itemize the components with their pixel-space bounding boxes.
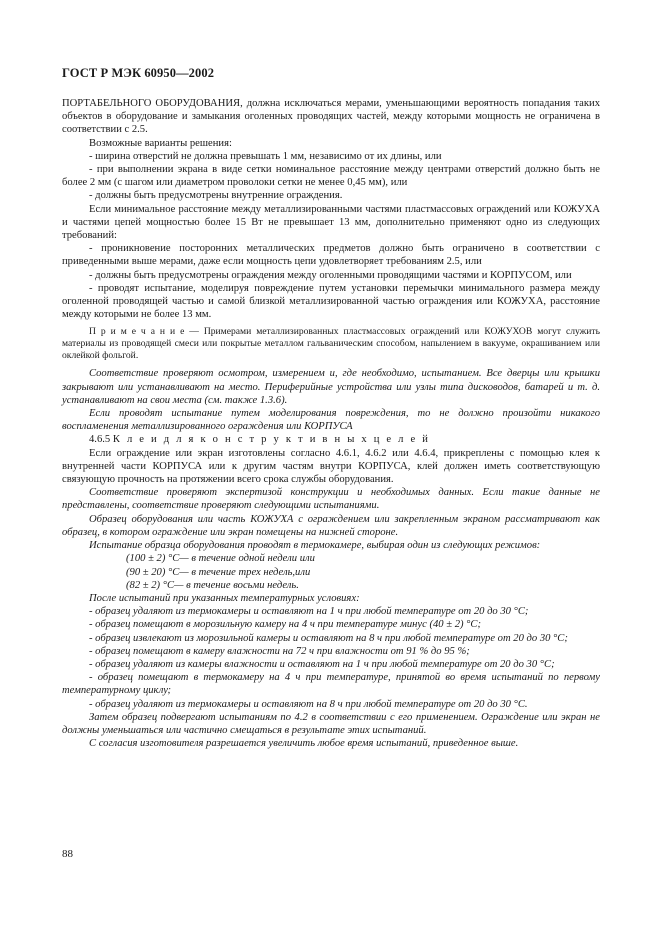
paragraph: Если минимальное расстояние между металлизированными частями пластмассовых ограждений или КОЖУХА и частями цепей мощностью более 15 Вт не превышает 13 мм, дополнительно применяют одно из следующих требований:: [62, 203, 600, 242]
page-header: ГОСТ Р МЭК 60950—2002: [62, 66, 215, 80]
section-heading: [62, 433, 600, 446]
test-mode-item: (100 ± 2) °С— в течение одной недели или: [126, 553, 315, 565]
page-number: 88: [62, 848, 73, 860]
list-item: - образец удаляют из термокамеры и оставляют на 8 ч при любой температуре от 20 до 30 °С.: [89, 698, 528, 710]
paragraph: С согласия изготовителя разрешается увеличить любое время испытаний, приведенное выше.: [89, 738, 519, 750]
list-item: - проводят испытание, моделируя повреждение путем установки перемычки минимального размера между оголенной проводящей частью и самой близкой металлизированной частью ограждения или КОЖУХА, расстояние между которыми не более 13 мм.: [62, 282, 600, 321]
section-title: К л е и д л я к о н с т р у к т и в н ы х ц е л е й: [112, 434, 431, 446]
paragraph: Если проводят испытание путем моделирования повреждения, то не должно произойти никакого воспламенения металлизированного ограждения или КОРПУСА: [62, 408, 600, 433]
list-item: - образец помещают в морозильную камеру на 4 ч при температуре минус (40 ± 2) °С;: [89, 619, 482, 631]
list-item: - образец извлекают из морозильной камеры и оставляют на 8 ч при любой температуре от 20 до 30 °С;: [89, 632, 568, 644]
paragraph: Образец оборудования или часть КОЖУХА с ограждением или закрепленным экраном рассматривают как образец, в котором ограждение или экран помещены на нижней стороне.: [62, 513, 600, 538]
list-item: - образец помещают в термокамеру на 4 ч при температуре, принятой во время испытаний по первому температурному циклу;: [62, 672, 600, 697]
list-item: - ширина отверстий не должна превышать 1 мм, независимо от их длины, или: [89, 150, 442, 162]
section-number: 4.6.5: [89, 434, 111, 446]
paragraph: Соответствие проверяют экспертизой конструкции и необходимых данных. Если такие данные не представлены, соответствие проверяют следующими испытаниями.: [62, 487, 600, 512]
list-item: - образец удаляют из камеры влажности и оставляют на 1 ч при любой температуре от 20 до 30 °С;: [89, 658, 555, 670]
list-item: - при выполнении экрана в виде сетки номинальное расстояние между центрами отверстий должно быть не более 2 мм (с шагом или диаметром проволоки сетки не менее 0,45 мм), или: [62, 164, 600, 189]
list-item: - должны быть предусмотрены внутренние ограждения.: [89, 190, 343, 202]
test-mode-item: (82 ± 2) °С— в течение восьми недель.: [126, 579, 299, 591]
list-item: - образец помещают в камеру влажности на 72 ч при влажности от 91 % до 95 %;: [89, 645, 470, 657]
paragraph: Затем образец подвергают испытаниям по 4.2 в соответствии с его применением. Ограждение или экран не должны уменьшаться или частично смещаться в результате этих испытаний.: [62, 711, 600, 736]
list-item: - образец удаляют из термокамеры и оставляют на 1 ч при любой температуре от 20 до 30 °С;: [89, 606, 529, 618]
test-mode-item: (90 ± 20) °С— в течение трех недель,или: [126, 566, 311, 578]
list-item: - проникновение посторонних металлических предметов должно быть ограничено в соответствии с приведенными выше мерами, даже если мощность цепи удовлетворяет требованиям 2.5, или: [62, 243, 600, 268]
paragraph: Соответствие проверяют осмотром, измерением и, где необходимо, испытанием. Все дверцы или крышки закрывают или устанавливают на место. Периферийные устройства или узлы типа дисководов, батарей и т. д. устанавливают на свои места (см. также 1.3.6).: [62, 368, 600, 406]
note: П р и м е ч а н и е — Примерами металлизированных пластмассовых ограждений или КОЖУХОВ могут служить материалы из проводящей смеси или покрытые металлом гальваническим способом, напылением в вакууме, окрашиванием или оклейкой фольгой.: [62, 326, 600, 362]
paragraph: Возможные варианты решения:: [89, 137, 232, 149]
paragraph: Если ограждение или экран изготовлены согласно 4.6.1, 4.6.2 или 4.6.4, прикреплены с помощью клея к внутренней части КОРПУСА или к другим частям внутри КОРПУСА, клей должен иметь соответствующую связующую прочность на протяжении всего срока службы оборудования.: [62, 447, 600, 486]
document-body: [62, 97, 600, 750]
paragraph: ПОРТАБЕЛЬНОГО ОБОРУДОВАНИЯ, должна исключаться мерами, уменьшающими вероятность попадания таких объектов в оборудование и замыкания оголенных проводящих частей, между которыми мощность не ограничена в соответствии с 2.5.: [62, 98, 600, 136]
paragraph: После испытаний при указанных температурных условиях:: [89, 592, 360, 604]
list-item: - должны быть предусмотрены ограждения между оголенными проводящими частями и КОРПУСОМ, или: [89, 269, 572, 281]
paragraph: Испытание образца оборудования проводят в термокамере, выбирая один из следующих режимов:: [89, 540, 541, 552]
